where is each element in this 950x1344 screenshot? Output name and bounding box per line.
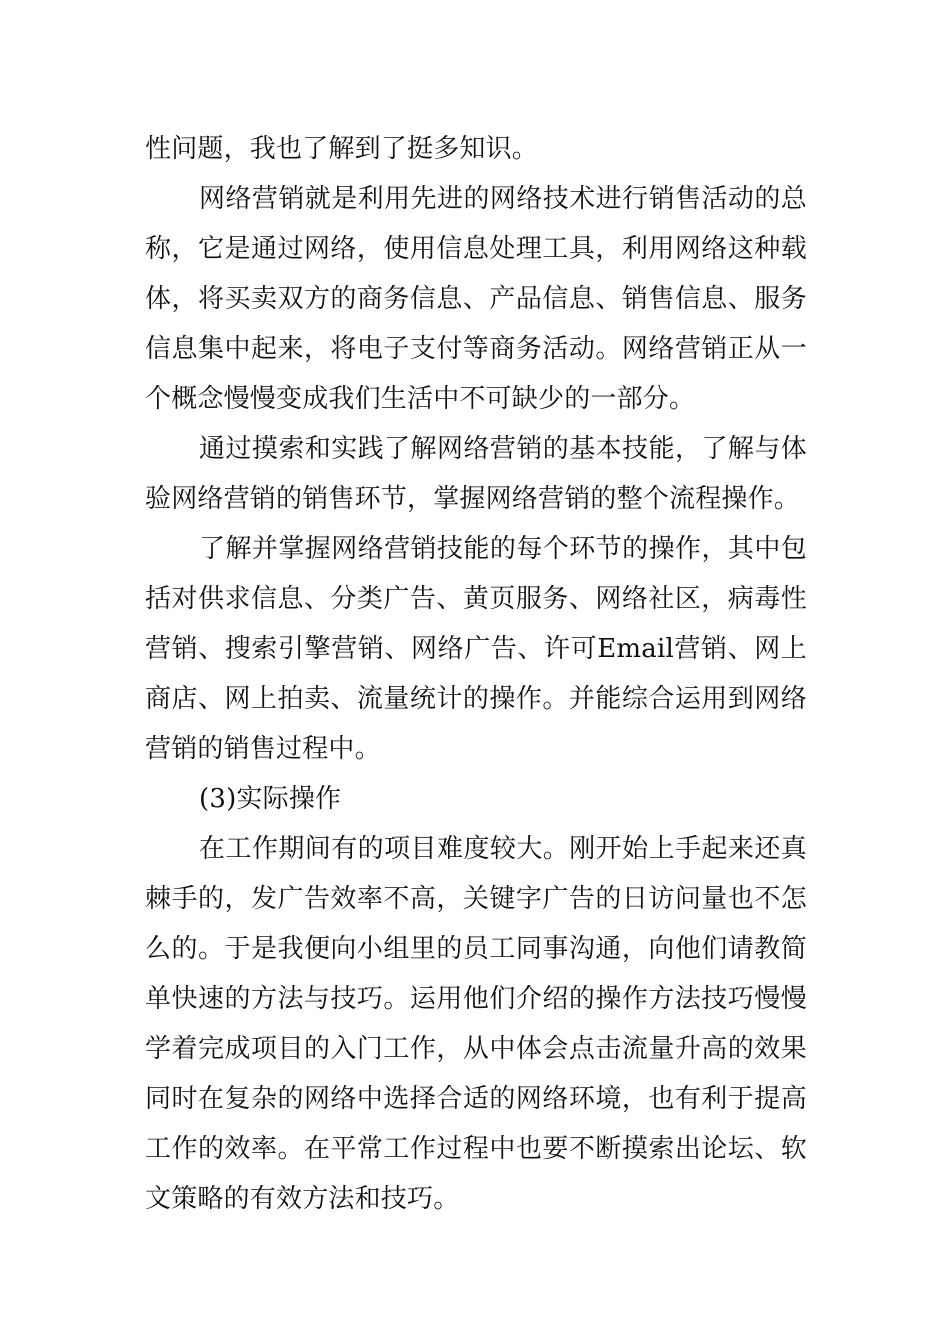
paragraph-network-marketing-definition: 网络营销就是利用先进的网络技术进行销售活动的总称，它是通过网络，使用信息处理工具，利用网络这种载体，将买卖双方的商务信息、产品信息、销售信息、服务信息集中起来，将电子支付等商务活动。网络营销正从一个概念慢慢变成我们生活中不可缺少的一部分。 bbox=[145, 184, 807, 414]
paragraph-continuation: 性问题，我也了解到了挺多知识。 bbox=[145, 134, 539, 164]
section-heading-actual-operation: (3)实际操作 bbox=[199, 784, 342, 814]
document-body bbox=[145, 124, 807, 1224]
paragraph-basic-skills: 通过摸索和实践了解网络营销的基本技能，了解与体验网络营销的销售环节，掌握网络营销的整个流程操作。 bbox=[145, 434, 807, 514]
paragraph-work-experience: 在工作期间有的项目难度较大。刚开始上手起来还真棘手的，发广告效率不高，关键字广告的日访问量也不怎么的。于是我便向小组里的员工同事沟通，向他们请教简单快速的方法与技巧。运用他们介绍的操作方法技巧慢慢学着完成项目的入门工作，从中体会点击流量升高的效果同时在复杂的网络中选择合适的网络环境，也有利于提高工作的效率。在平常工作过程中也要不断摸索出论坛、软文策略的有效方法和技巧。 bbox=[145, 834, 807, 1214]
paragraph-skill-operations: 了解并掌握网络营销技能的每个环节的操作，其中包括对供求信息、分类广告、黄页服务、网络社区，病毒性营销、搜索引擎营销、网络广告、许可Email营销、网上商店、网上拍卖、流量统计的操作。并能综合运用到网络营销的销售过程中。 bbox=[145, 534, 807, 764]
